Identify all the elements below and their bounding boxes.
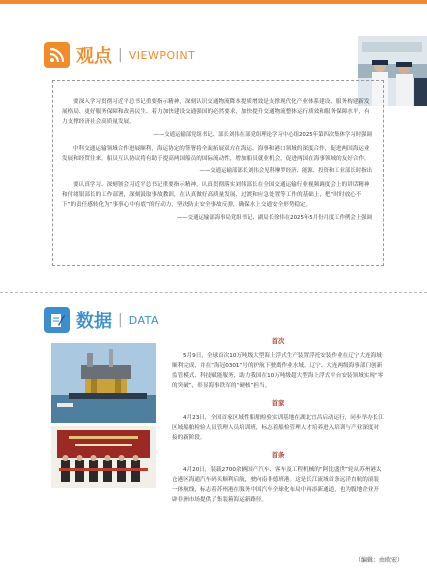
viewpoint-source: ——交通运输部部长刘伟会见科摩罗经济、能源、投资和工业部长时指出	[199, 168, 372, 175]
section-en-data: DATA	[128, 313, 160, 327]
list-item	[172, 336, 384, 391]
title-separator: |	[118, 47, 123, 63]
offshore-platform-photo	[51, 343, 156, 423]
section-en-viewpoint: VIEWPOINT	[128, 48, 196, 62]
ceremony-photo	[51, 426, 156, 488]
data-header	[44, 307, 159, 333]
viewpoint-source: ——交通运输部海事局党组书记、副局长徐伟在2025年5月份月度工作例会上强调	[176, 214, 372, 221]
editor-credit: （编辑：由欧宏）	[355, 557, 404, 564]
viewpoint-paragraph: 中科交通运输领域合作进展顺利，海运协定的签署将全面拓展双方在海运、海事和港口领域的深度合作，促进两国海运业发展和经贸往来。船员互认协议将有助于提高两国船员的国际流动性，增加船员就业机会，促进两国在海事领域的友好合作。	[62, 145, 370, 162]
news-heading: 首次	[271, 337, 285, 345]
section-title-viewpoint: 观点	[76, 46, 112, 67]
document-pen-icon	[44, 307, 70, 333]
news-heading: 首家	[271, 399, 285, 407]
viewpoint-source: ——交通运输部党组书记、部长刘伟在部党组理论学习中心组2025年第四次集体学习时强调	[153, 131, 372, 138]
viewpoint-paragraph: 要深入学习贯彻习近平总书记重要指示精神，深刻认识交通物流降本提质增效是支撑现代化产业体系建设、服务构建新发展格局、更好服务保障和改善民生、着力加快建设交通强国的必然要求，加快提升交通物流整体运行质效和服务保障水平，有力支撑经济社会高质量发展。	[62, 99, 370, 126]
news-list	[172, 336, 384, 505]
viewpoint-header	[44, 42, 195, 68]
news-heading: 首条	[271, 451, 285, 459]
list-item	[172, 398, 384, 443]
rss-icon	[44, 42, 70, 68]
section-title-data: 数据	[76, 311, 112, 332]
viewpoint-content	[62, 97, 372, 223]
news-body: 4月23日，全国首家区域性船舶检验实训基地在湖北宜昌启动运行，同步举办长江区域船舶检验人员管理人员培训班，标志着船检管理人才培养进入培训与产业深度对接的新阶段。	[172, 415, 384, 441]
title-separator: |	[118, 312, 123, 328]
section-divider	[0, 292, 427, 293]
viewpoint-paragraph: 要认真学习、深刻领会习近平总书记重要指示精神，认真贯彻落实刘伟部长在全国交通运输行业视频调度会上的讲话精神和付绪银部长的工作部署，深刻汲取事故教训，在认真做好高质量发展、过渡和应急处置等工作的基础上，把“时时放心不下”的责任感转化为“事事心中有底”的行动力，坚决防止安全事故反弹，确保水上交通安全形势稳定。	[62, 182, 370, 209]
news-body: 5月9日，全球首次10万吨级大型海上浮式生产装置浮托安装作业在辽宁大连海域顺利完成，并在“海冠0301”号的护航下驶离作业水域。辽宁、大连两级海事部门创新监管模式、科技赋能服务，助力我国在10万吨级超大型海上浮式平台安装领域实现“零的突破”，彰显海事铁军的“硬核”担当。	[172, 353, 384, 389]
list-item	[172, 450, 384, 505]
top-accent-bar	[0, 0, 427, 4]
news-body: 4月20日，装载2700余辆国产汽车、客车及工程机械的“阿比盛世”轮从苏州港太仓港区海通汽车码头顺利启航，驶向南非德班港。这是长江流域首条远洋直航的滚装一体航线，标志着苏州港在服务中国汽车全球化布局中再添新通道，也为腹地企业开辟非洲市场提供了集装箱海运新路径。	[172, 467, 382, 503]
